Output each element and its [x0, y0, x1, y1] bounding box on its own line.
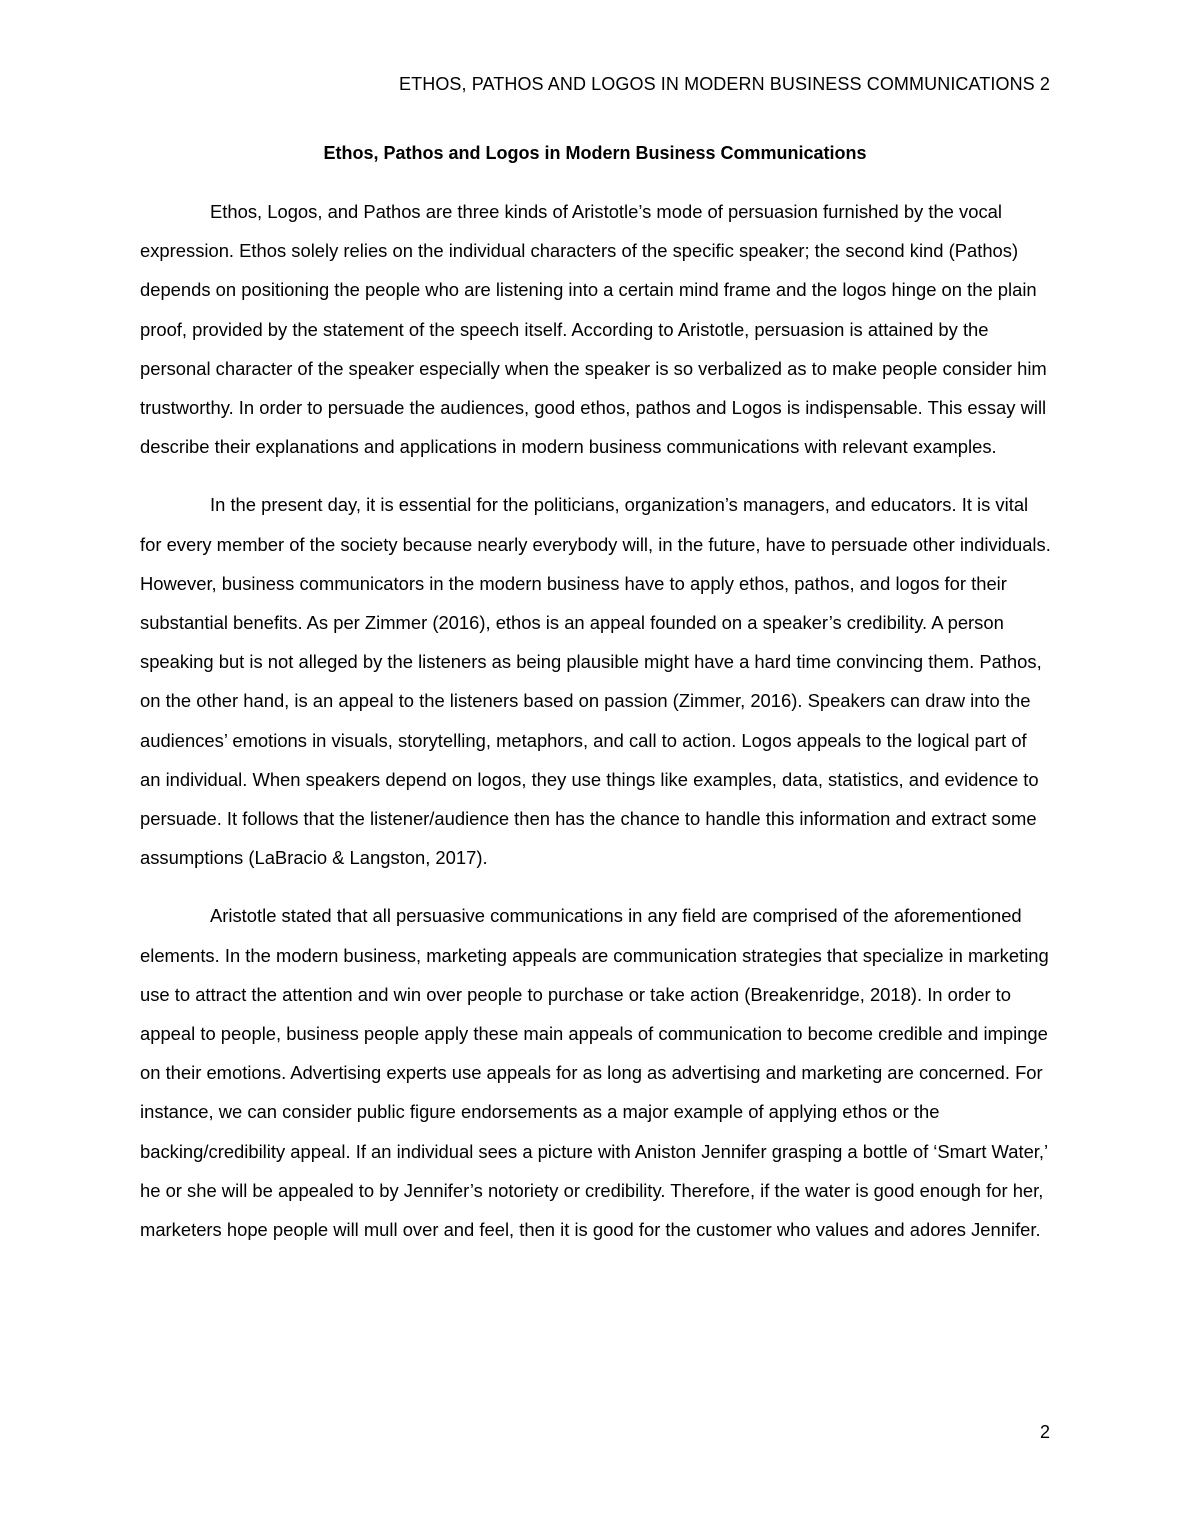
- paragraph-1: Ethos, Logos, and Pathos are three kinds of Aristotle’s mode of persuasion furnished by the vocal expression. Ethos solely relies on the individual characters of the specific speaker; the second kind (Pathos) depends on positioning the people who are listening into a certain mind frame and the logos hinge on the plain proof, provided by the statement of the speech itself. According to Aristotle, persuasion is attained by the personal character of the speaker especially when the speaker is so verbalized as to make people consider him trustworthy. In order to persuade the audiences, good ethos, pathos and Logos is indispensable. This essay will describe their explanations and applications in modern business communications with relevant examples.: [140, 201, 1047, 458]
- running-head: ETHOS, PATHOS AND LOGOS IN MODERN BUSINESS COMMUNICATIONS 2: [399, 74, 1050, 94]
- document-body: [140, 192, 1052, 1268]
- page-number: 2: [1039, 1422, 1050, 1442]
- document-title: Ethos, Pathos and Logos in Modern Business Communications: [323, 143, 867, 163]
- paragraph-2: In the present day, it is essential for the politicians, organization’s managers, and educators. It is vital for every member of the society because nearly everybody will, in the future, have to persuade other individuals. However, business communicators in the modern business have to apply ethos, pathos, and logos for their substantial benefits. As per Zimmer (2016), ethos is an appeal founded on a speaker’s credibility. A person speaking but is not alleged by the listeners as being plausible might have a hard time convincing them. Pathos, on the other hand, is an appeal to the listeners based on passion (Zimmer, 2016). Speakers can draw into the audiences’ emotions in visuals, storytelling, metaphors, and call to action. Logos appeals to the logical part of an individual. When speakers depend on logos, they use things like examples, data, statistics, and evidence to persuade. It follows that the listener/audience then has the chance to handle this information and extract some assumptions (LaBracio & Langston, 2017).: [140, 494, 1051, 869]
- paragraph-3: Aristotle stated that all persuasive communications in any field are comprised of the aforementioned elements. In the modern business, marketing appeals are communication strategies that specialize in marketing use to attract the attention and win over people to purchase or take action (Breakenridge, 2018). In order to appeal to people, business people apply these main appeals of communication to become credible and impinge on their emotions. Advertising experts use appeals for as long as advertising and marketing are concerned. For instance, we can consider public figure endorsements as a major example of applying ethos or the backing/credibility appeal. If an individual sees a picture with Aniston Jennifer grasping a bottle of ‘Smart Water,’ he or she will be appealed to by Jennifer’s notoriety or credibility. Therefore, if the water is good enough for her, marketers hope people will mull over and feel, then it is good for the customer who values and adores Jennifer.: [140, 905, 1049, 1241]
